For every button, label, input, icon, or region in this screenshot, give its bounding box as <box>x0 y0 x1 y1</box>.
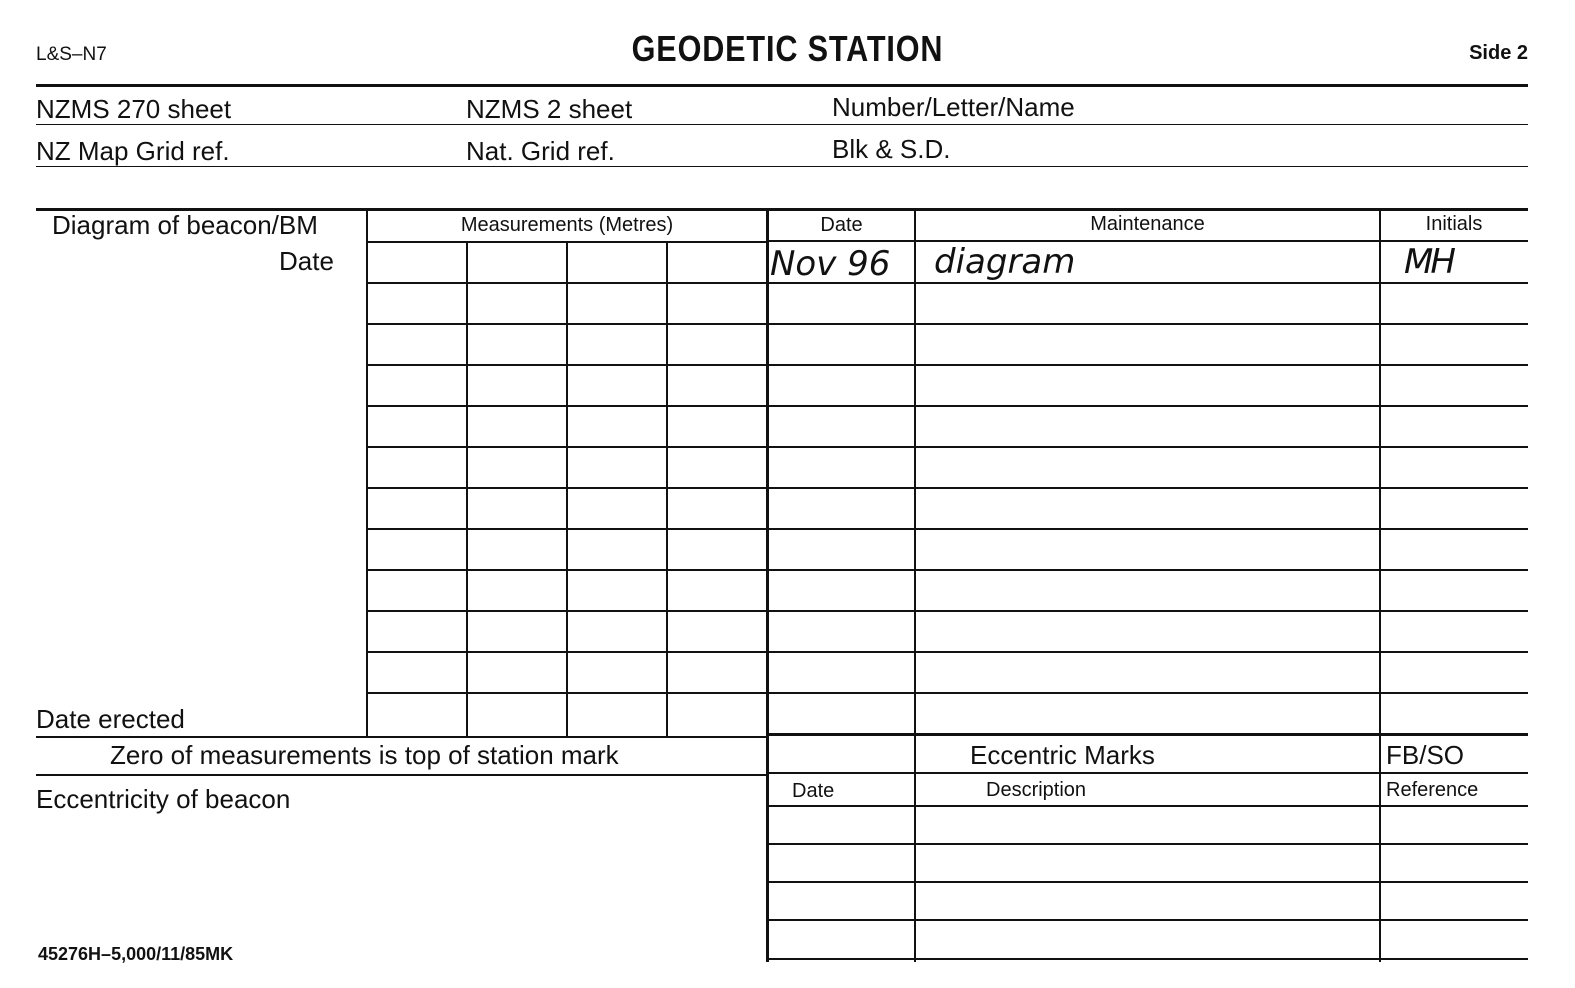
grid-row-line <box>366 282 1528 284</box>
eccentric-top-rule <box>766 733 1528 736</box>
page-title: GEODETIC STATION <box>631 28 944 69</box>
measure-col-line <box>366 210 368 736</box>
grid-row-line <box>366 692 1528 694</box>
print-code: 45276H–5,000/11/85MK <box>38 944 234 964</box>
nzms270-field[interactable]: NZMS 270 sheet <box>36 94 232 124</box>
eccentric-header-rule <box>766 772 1528 774</box>
field-divider <box>36 124 1528 125</box>
grid-row-line <box>366 446 1528 448</box>
grid-row-line <box>366 651 1528 653</box>
measure-row-line <box>366 241 766 243</box>
maint-entry-description[interactable]: diagram <box>934 242 1076 282</box>
date-erected-label[interactable]: Date erected <box>36 704 185 734</box>
blk-sd-field[interactable]: Blk & S.D. <box>832 134 951 164</box>
grid-row-line <box>366 364 1528 366</box>
maint-entry-date[interactable]: Nov 96 <box>770 244 891 284</box>
side-label: Side 2 <box>1469 42 1528 64</box>
diagram-date-label: Date <box>279 246 334 276</box>
eccentric-row-line <box>766 958 1528 960</box>
nz-map-grid-field[interactable]: NZ Map Grid ref. <box>36 136 230 166</box>
eccentric-desc-header: Description <box>986 779 1087 801</box>
eccentricity-label[interactable]: Eccentricity of beacon <box>36 784 291 814</box>
grid-row-line <box>366 569 1528 571</box>
eccentric-row-line <box>766 881 1528 883</box>
field-divider <box>36 166 1528 167</box>
maint-initials-header: Initials <box>1425 213 1483 235</box>
fbso-label: FB/SO <box>1386 740 1465 770</box>
grid-row-line <box>366 487 1528 489</box>
form-code: L&S–N7 <box>36 44 107 65</box>
grid-row-line <box>366 610 1528 612</box>
nzms2-field[interactable]: NZMS 2 sheet <box>466 94 633 124</box>
nat-grid-field[interactable]: Nat. Grid ref. <box>466 136 615 166</box>
zero-note-rule <box>36 774 766 776</box>
grid-row-line <box>366 323 1528 325</box>
diagram-title: Diagram of beacon/BM <box>52 210 318 240</box>
eccentric-date-header: Date <box>792 780 835 802</box>
eccentric-row-line <box>766 919 1528 921</box>
maint-entry-initials[interactable]: MH <box>1404 242 1453 282</box>
number-letter-name-field[interactable]: Number/Letter/Name <box>832 92 1075 122</box>
eccentric-row-line <box>766 805 1528 807</box>
eccentric-title: Eccentric Marks <box>970 740 1155 770</box>
grid-row-line <box>366 405 1528 407</box>
zero-note: Zero of measurements is top of station mark <box>110 740 619 770</box>
eccentric-ref-header: Reference <box>1386 779 1479 801</box>
header-rule <box>36 84 1528 87</box>
grid-row-line <box>366 528 1528 530</box>
diagram-bottom-rule <box>36 736 766 738</box>
maint-desc-header: Maintenance <box>1090 213 1205 235</box>
eccentric-row-line <box>766 843 1528 845</box>
maint-date-header: Date <box>820 214 863 236</box>
measurements-header: Measurements (Metres) <box>460 214 674 236</box>
